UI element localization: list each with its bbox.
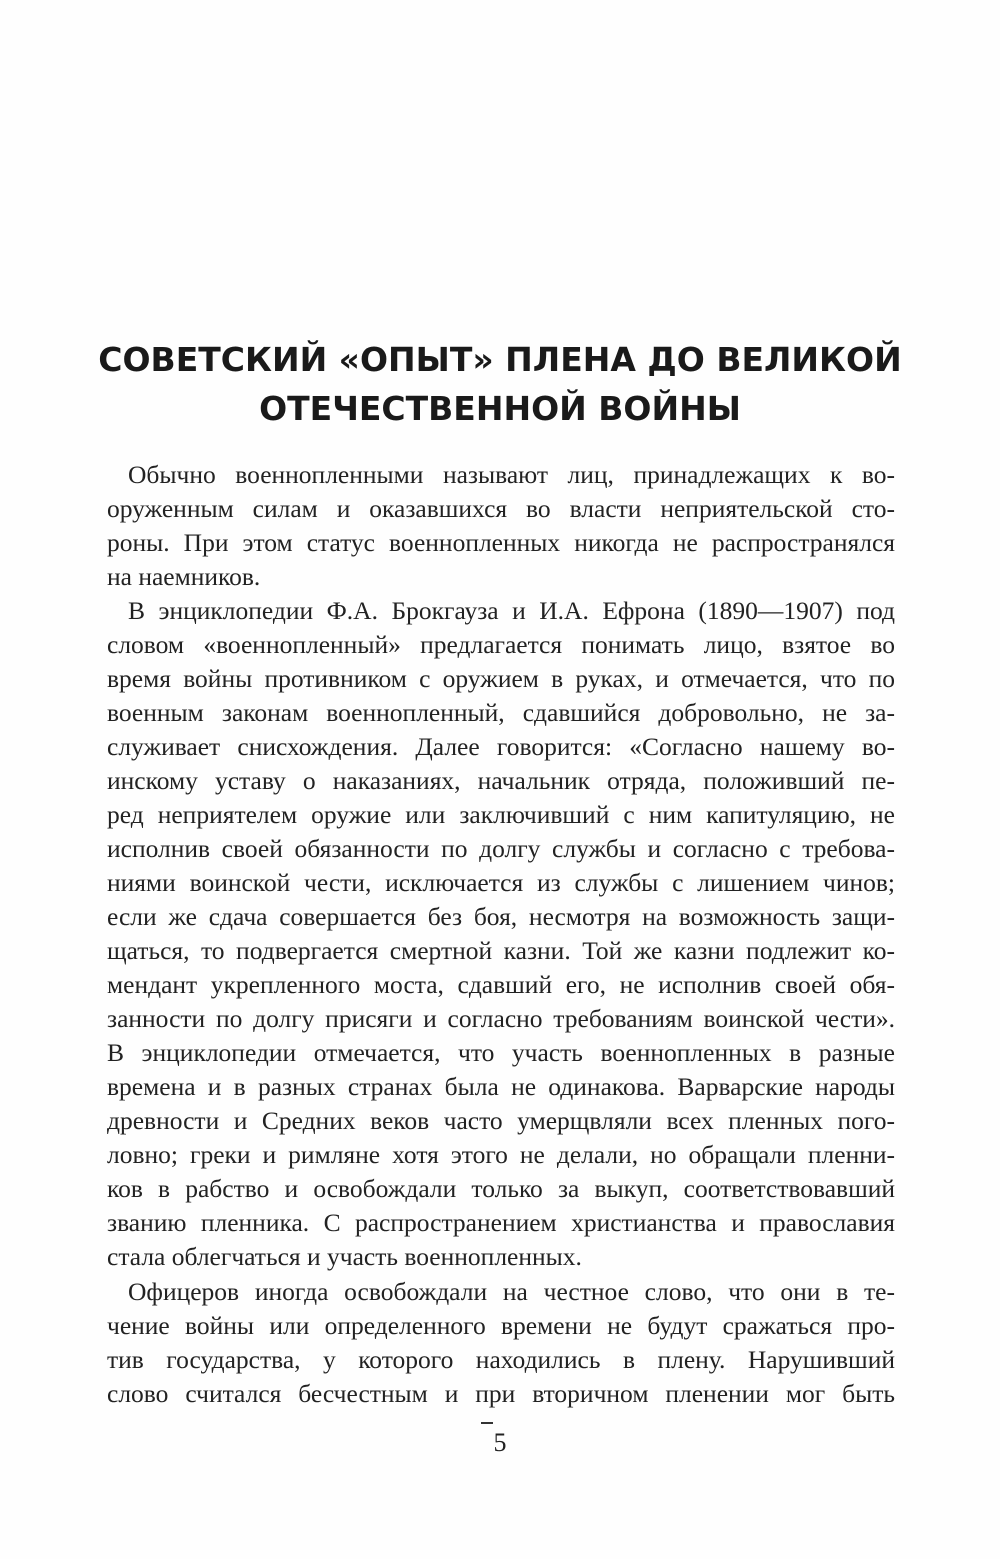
text-line: на наемников. xyxy=(107,562,261,591)
text-line: тив государства, у которого находились в плену. Нарушивший xyxy=(107,1345,895,1374)
text-line: древности и Средних веков часто умерщвляли всех пленных пого- xyxy=(107,1106,895,1135)
text-line: служивает снисхождения. Далее говорится: «Согласно нашему во- xyxy=(107,732,895,761)
text-line: ловно; греки и римляне хотя этого не делали, но обращали пленни- xyxy=(107,1140,895,1169)
text-line: если же сдача совершается без боя, несмотря на возможность защи- xyxy=(107,902,895,931)
text-line: роны. При этом статус военнопленных никогда не распространялся xyxy=(107,528,895,557)
text-line: званию пленника. С распространением христианства и православия xyxy=(107,1208,895,1237)
text-line: исполнив своей обязанности по долгу службы и согласно с требова- xyxy=(107,834,895,863)
text-line: Офицеров иногда освобождали на честное слово, что они в те- xyxy=(128,1277,895,1306)
text-line: ниями воинской чести, исключается из службы с лишением чинов; xyxy=(107,868,895,897)
text-line: словом «военнопленный» предлагается понимать лицо, взятое во xyxy=(107,630,895,659)
text-line: В энциклопедии отмечается, что участь военнопленных в разные xyxy=(107,1038,895,1067)
text-line: слово считался бесчестным и при вторичном пленении мог быть xyxy=(107,1379,895,1408)
text-line: мендант укрепленного моста, сдавший его, не исполнив своей обя- xyxy=(107,970,895,999)
text-line: занности по долгу присяги и согласно требованиям воинской чести». xyxy=(107,1004,895,1033)
text-line: чение войны или определенного времени не будут сражаться про- xyxy=(107,1311,895,1340)
chapter-title-line-2: ОТЕЧЕСТВЕННОЙ ВОЙНЫ xyxy=(259,389,741,428)
page-number: 5 xyxy=(493,1428,507,1457)
text-line: времена и в разных странах была не одинакова. Варварские народы xyxy=(107,1072,895,1101)
text-line: военным законам военнопленный, сдавшийся добровольно, не за- xyxy=(107,698,895,727)
chapter-title-line-1: СОВЕТСКИЙ «ОПЫТ» ПЛЕНА ДО ВЕЛИКОЙ xyxy=(98,340,902,379)
page-number-rule xyxy=(481,1422,493,1424)
text-line: оруженным силам и оказавшихся во власти неприятельской сто- xyxy=(107,494,895,523)
text-line: В энциклопедии Ф.А. Брокгауза и И.А. Ефрона (1890—1907) под xyxy=(128,596,895,625)
text-line: ков в рабство и освобождали только за выкуп, соответствовавший xyxy=(107,1174,895,1203)
text-line: Обычно военнопленными называют лиц, принадлежащих к во- xyxy=(128,460,895,489)
text-line: стала облегчаться и участь военнопленных. xyxy=(107,1242,582,1271)
text-line: время войны противником с оружием в руках, и отмечается, что по xyxy=(107,664,895,693)
text-line: щаться, то подвергается смертной казни. Той же казни подлежит ко- xyxy=(107,936,895,965)
text-line: инскому уставу о наказаниях, начальник отряда, положивший пе- xyxy=(107,766,895,795)
text-line: ред неприятелем оружие или заключивший с ним капитуляцию, не xyxy=(107,800,895,829)
